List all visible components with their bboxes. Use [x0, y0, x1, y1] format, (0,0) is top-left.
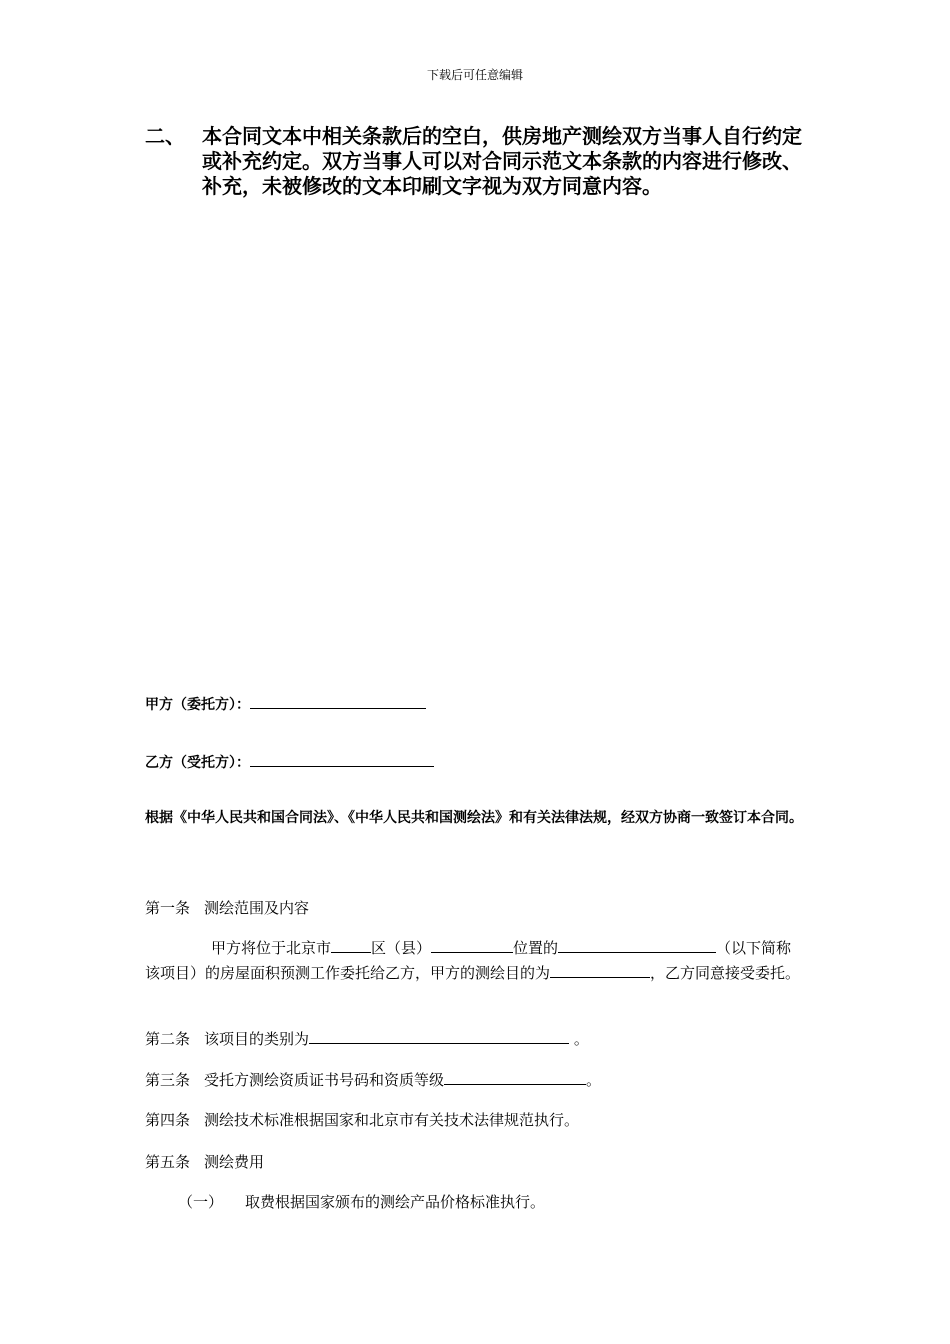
article-1-body-part3: 位置的: [513, 939, 559, 957]
party-b-label: 乙方（受托方）：: [145, 755, 250, 771]
article-3-end: 。: [586, 1071, 602, 1089]
party-b-blank[interactable]: [250, 751, 434, 767]
purpose-blank[interactable]: [550, 962, 650, 978]
preamble: 根据《中华人民共和国合同法》、《中华人民共和国测绘法》和有关法律法规，经双方协商一致签订本合同。: [145, 810, 803, 826]
article-3: [145, 1068, 805, 1093]
article-3-title: 第三条: [145, 1071, 191, 1089]
article-1-title: 第一条: [145, 899, 191, 917]
article-2-title: 第二条: [145, 1030, 191, 1048]
item-two: [145, 124, 810, 199]
article-1-body-part1: 甲方将位于北京市: [211, 939, 332, 957]
article-5-sub-1-number: （一）: [178, 1193, 224, 1211]
article-5-sub-1: [178, 1190, 838, 1215]
article-5-title: 第五条: [145, 1153, 191, 1171]
article-2-text: 该项目的类别为: [204, 1030, 310, 1048]
project-blank[interactable]: [558, 937, 716, 953]
article-5: [145, 1150, 805, 1175]
article-5-sub-1-text: 取费根据国家颁布的测绘产品价格标准执行。: [245, 1193, 546, 1211]
article-1-body-part4: （以下简称该项目）的房屋面积预测工作委托给乙方，甲方的测绘目的为: [145, 939, 792, 982]
party-b-line: [145, 751, 434, 772]
article-2: [145, 1027, 805, 1052]
article-2-end: 。: [573, 1030, 589, 1048]
item-two-number: 二、: [145, 124, 185, 148]
district-blank[interactable]: [331, 937, 371, 953]
article-1-body: [145, 936, 805, 986]
party-a-line: [145, 693, 426, 714]
location-blank[interactable]: [431, 937, 513, 953]
article-4: [145, 1108, 805, 1133]
article-4-text: 测绘技术标准根据国家和北京市有关技术法律规范执行。: [204, 1111, 580, 1129]
article-1-heading-text: 测绘范围及内容: [204, 899, 310, 917]
item-two-text: 本合同文本中相关条款后的空白，供房地产测绘双方当事人自行约定或补充约定。双方当事人可以对合同示范文本条款的内容进行修改、补充，未被修改的文本印刷文字视为双方同意内容。: [202, 124, 802, 198]
article-1-heading: [145, 896, 805, 921]
article-1-body-part5: ，乙方同意接受委托。: [650, 964, 801, 982]
qualification-blank[interactable]: [444, 1069, 586, 1085]
party-a-label: 甲方（委托方）：: [145, 697, 250, 713]
party-a-blank[interactable]: [250, 693, 426, 709]
article-5-text: 测绘费用: [204, 1153, 265, 1171]
article-3-text: 受托方测绘资质证书号码和资质等级: [204, 1071, 445, 1089]
header-note: 下载后可任意编辑: [426, 68, 523, 82]
category-blank[interactable]: [309, 1028, 569, 1044]
article-4-title: 第四条: [145, 1111, 191, 1129]
article-1-body-part2: 区（县）: [371, 939, 432, 957]
